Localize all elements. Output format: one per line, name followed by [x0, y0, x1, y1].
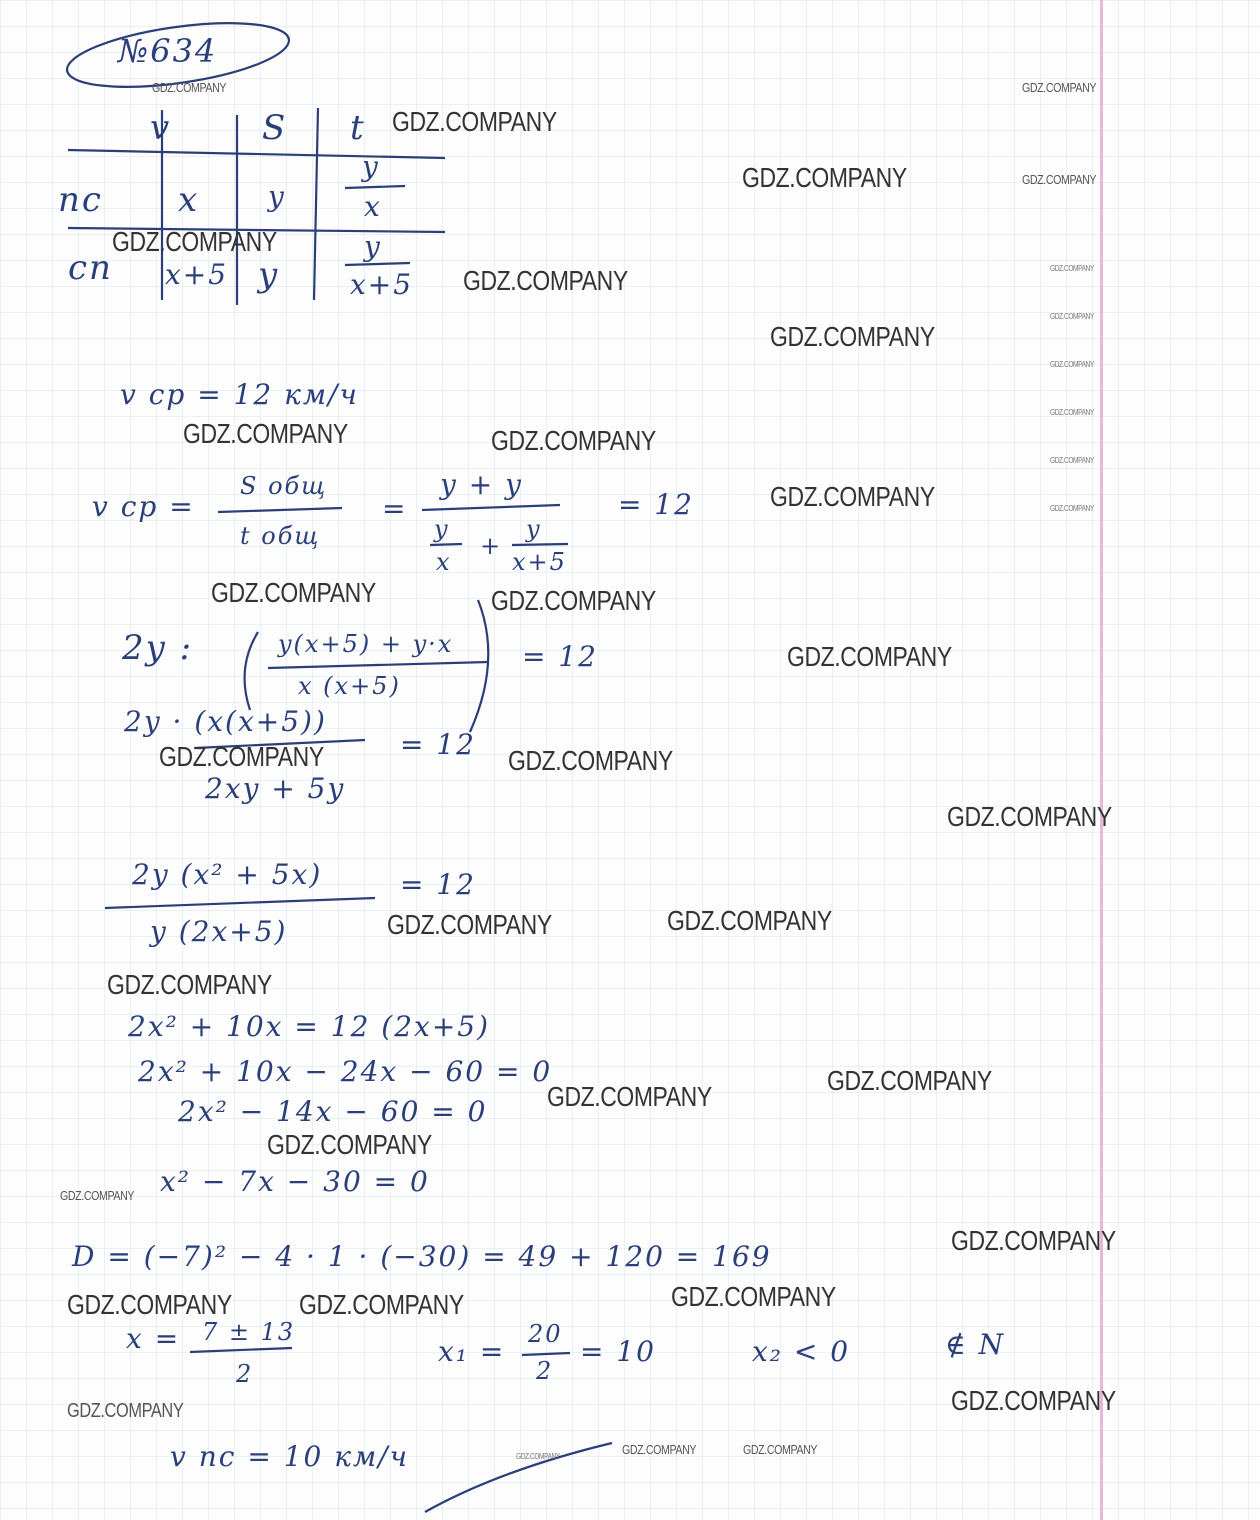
answer: v пс = 10 км/ч — [170, 1440, 410, 1473]
frac-y1: y — [434, 515, 450, 543]
table-row-label-sp: сп — [68, 248, 113, 288]
watermark: GDZ.COMPANY — [392, 106, 557, 137]
line5-num: 2y (x² + 5x) — [132, 858, 323, 891]
table-cell-s-2: y — [258, 255, 280, 295]
watermark: GDZ.COMPANY — [159, 741, 324, 772]
x2-negative: x₂ < 0 — [752, 1335, 851, 1368]
watermark: GDZ.COMPANY — [1050, 312, 1094, 321]
line3-left: 2y : — [122, 628, 194, 668]
frac-y2: y — [526, 515, 542, 543]
watermark: GDZ.COMPANY — [1050, 408, 1094, 417]
watermark: GDZ.COMPANY — [947, 801, 1112, 832]
watermark: GDZ.COMPANY — [951, 1385, 1116, 1416]
frac-bar-x1 — [522, 1353, 570, 1355]
table-frac-2 — [345, 263, 410, 265]
roots-den: 2 — [236, 1360, 254, 1388]
watermark: GDZ.COMPANY — [547, 1081, 712, 1112]
line6: 2x² + 10x = 12 (2x+5) — [128, 1010, 491, 1043]
table-header-t: t — [350, 108, 366, 148]
watermark: GDZ.COMPANY — [67, 1400, 184, 1422]
line5-den: y (2x+5) — [150, 915, 288, 948]
line4-num: 2y · (x(x+5)) — [124, 705, 327, 738]
watermark: GDZ.COMPANY — [671, 1281, 836, 1312]
frac-bar-y-x5 — [512, 544, 568, 545]
line3-num: y(x+5) + y·x — [278, 630, 454, 658]
watermark: GDZ.COMPANY — [827, 1065, 992, 1096]
watermark: GDZ.COMPANY — [267, 1129, 432, 1160]
frac-bar-yy — [422, 505, 560, 510]
line8: 2x² − 14x − 60 = 0 — [178, 1095, 488, 1128]
plus-sign: + — [480, 532, 503, 560]
table-cell-v-2: x+5 — [165, 258, 229, 291]
x1-num: 20 — [528, 1320, 563, 1348]
watermark: GDZ.COMPANY — [787, 641, 952, 672]
x1-den: 2 — [536, 1357, 554, 1385]
line4-right: = 12 — [400, 728, 476, 761]
frac-bar-5 — [105, 898, 375, 908]
y-plus-y: y + y — [440, 468, 523, 501]
paren-close-3 — [470, 600, 488, 732]
table-cell-t-den-2: x+5 — [350, 268, 414, 301]
x1-result: = 10 — [580, 1335, 656, 1368]
paren-open-3 — [245, 632, 258, 710]
watermark: GDZ.COMPANY — [67, 1289, 232, 1320]
frac-bar-x — [190, 1348, 292, 1352]
frac-bar-s-t — [218, 508, 342, 512]
watermark: GDZ.COMPANY — [107, 969, 272, 1000]
table-hline-1 — [68, 150, 445, 158]
frac-x2: x+5 — [512, 548, 567, 576]
table-header-s: S — [262, 108, 288, 148]
table-cell-t-den-1: x — [364, 190, 382, 223]
watermark: GDZ.COMPANY — [211, 577, 376, 608]
line4-den: 2xy + 5y — [205, 772, 346, 805]
table-cell-t-num-1: y — [362, 150, 380, 183]
watermark: GDZ.COMPANY — [516, 1452, 560, 1461]
eq-12-a: = 12 — [618, 488, 694, 521]
roots-left: x = — [126, 1322, 181, 1355]
frac-x1: x — [436, 548, 452, 576]
watermark: GDZ.COMPANY — [743, 1442, 818, 1457]
eq-sign-1: = — [382, 492, 408, 525]
t-total: t общ — [240, 522, 321, 550]
roots-num: 7 ± 13 — [202, 1318, 296, 1346]
watermark: GDZ.COMPANY — [1050, 504, 1094, 513]
not-natural: ∉ N — [945, 1328, 1006, 1361]
x1-label: x₁ = — [438, 1335, 506, 1368]
watermark: GDZ.COMPANY — [667, 905, 832, 936]
watermark: GDZ.COMPANY — [463, 265, 628, 296]
frac-bar-3 — [268, 662, 488, 668]
line9: x² − 7x − 30 = 0 — [160, 1165, 430, 1198]
watermark: GDZ.COMPANY — [491, 585, 656, 616]
watermark: GDZ.COMPANY — [1050, 456, 1094, 465]
watermark: GDZ.COMPANY — [60, 1188, 135, 1203]
table-cell-s-1: y — [268, 180, 286, 213]
watermark: GDZ.COMPANY — [491, 425, 656, 456]
watermark: GDZ.COMPANY — [299, 1289, 464, 1320]
vavg-formula-left: v ср = — [92, 490, 195, 523]
line3-den: x (x+5) — [298, 672, 401, 700]
frac-bar-y-x — [430, 544, 462, 545]
s-total: S общ — [240, 472, 328, 500]
table-header-v: v — [150, 108, 172, 148]
table-row-label-pс: пс — [58, 180, 103, 220]
vavg-given: v ср = 12 км/ч — [120, 378, 359, 411]
watermark: GDZ.COMPANY — [1050, 264, 1094, 273]
watermark: GDZ.COMPANY — [1022, 172, 1097, 187]
watermark: GDZ.COMPANY — [770, 321, 935, 352]
discriminant-line: D = (−7)² − 4 · 1 · (−30) = 49 + 120 = 169 — [72, 1240, 772, 1273]
watermark: GDZ.COMPANY — [1050, 360, 1094, 369]
line5-right: = 12 — [400, 868, 476, 901]
watermark: GDZ.COMPANY — [152, 80, 227, 95]
problem-number: №634 — [118, 32, 218, 70]
table-frac-1 — [345, 186, 405, 188]
watermark: GDZ.COMPANY — [770, 481, 935, 512]
line7: 2x² + 10x − 24x − 60 = 0 — [138, 1055, 553, 1088]
table-cell-t-num-2: y — [364, 230, 382, 263]
watermark: GDZ.COMPANY — [951, 1225, 1116, 1256]
watermark: GDZ.COMPANY — [183, 418, 348, 449]
line3-right: = 12 — [522, 640, 598, 673]
watermark: GDZ.COMPANY — [742, 162, 907, 193]
table-cell-v-1: x — [178, 180, 200, 220]
table-vline-3 — [314, 108, 318, 300]
watermark: GDZ.COMPANY — [508, 745, 673, 776]
watermark: GDZ.COMPANY — [622, 1442, 697, 1457]
watermark: GDZ.COMPANY — [112, 226, 277, 257]
watermark: GDZ.COMPANY — [387, 909, 552, 940]
watermark: GDZ.COMPANY — [1022, 80, 1097, 95]
